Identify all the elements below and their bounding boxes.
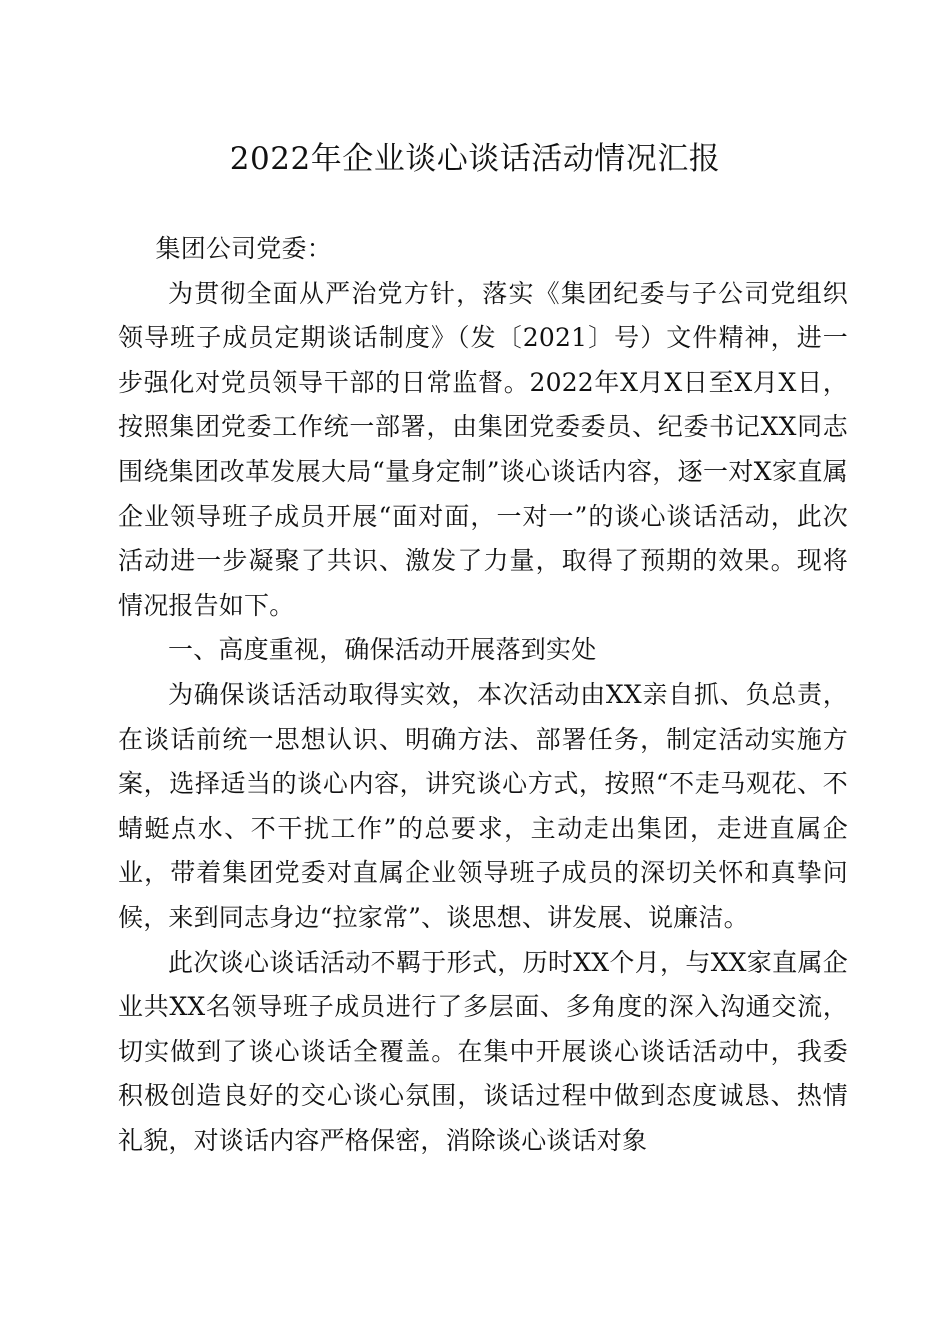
paragraph-section-1-b: 此次谈心谈话活动不羁于形式，历时XX个月，与XX家直属企业共XX名领导班子成员进行了多层面、多角度的深入沟通交流，切实做到了谈心谈话全覆盖。在集中开展谈心谈话活动中，我委积极创造良好的交心谈心氛围，谈话过程中做到态度诚恳、热情礼貌，对谈话内容严格保密，消除谈心谈话对象 xyxy=(118,947,848,1155)
document-body xyxy=(118,227,848,1163)
paragraph-intro: 为贯彻全面从严治党方针，落实《集团纪委与子公司党组织领导班子成员定期谈话制度》（发〔2021〕号）文件精神，进一步强化对党员领导干部的日常监督。2022年X月X日至X月X日，按照集团党委工作统一部署，由集团党委委员、纪委书记XX同志围绕集团改革发展大局“量身定制”谈心谈话内容，逐一对X家直属企业领导班子成员开展“面对面，一对一”的谈心谈话活动，此次活动进一步凝聚了共识、激发了力量，取得了预期的效果。现将情况报告如下。 xyxy=(118,278,848,620)
section-heading-1: 一、高度重视，确保活动开展落到实处 xyxy=(168,635,597,665)
document-title: 2022年企业谈心谈话活动情况汇报 xyxy=(229,141,721,177)
paragraph-section-1-a: 为确保谈话活动取得实效，本次活动由XX亲自抓、负总责，在谈话前统一思想认识、明确方法、部署任务，制定活动实施方案，选择适当的谈心内容，讲究谈心方式，按照“不走马观花、不蜻蜓点水、不干扰工作”的总要求，主动走出集团，走进直属企业，带着集团党委对直属企业领导班子成员的深切关怀和真挚问候，来到同志身边“拉家常”、谈思想、讲发展、说廉洁。 xyxy=(118,679,848,932)
salutation: 集团公司党委： xyxy=(155,234,332,263)
